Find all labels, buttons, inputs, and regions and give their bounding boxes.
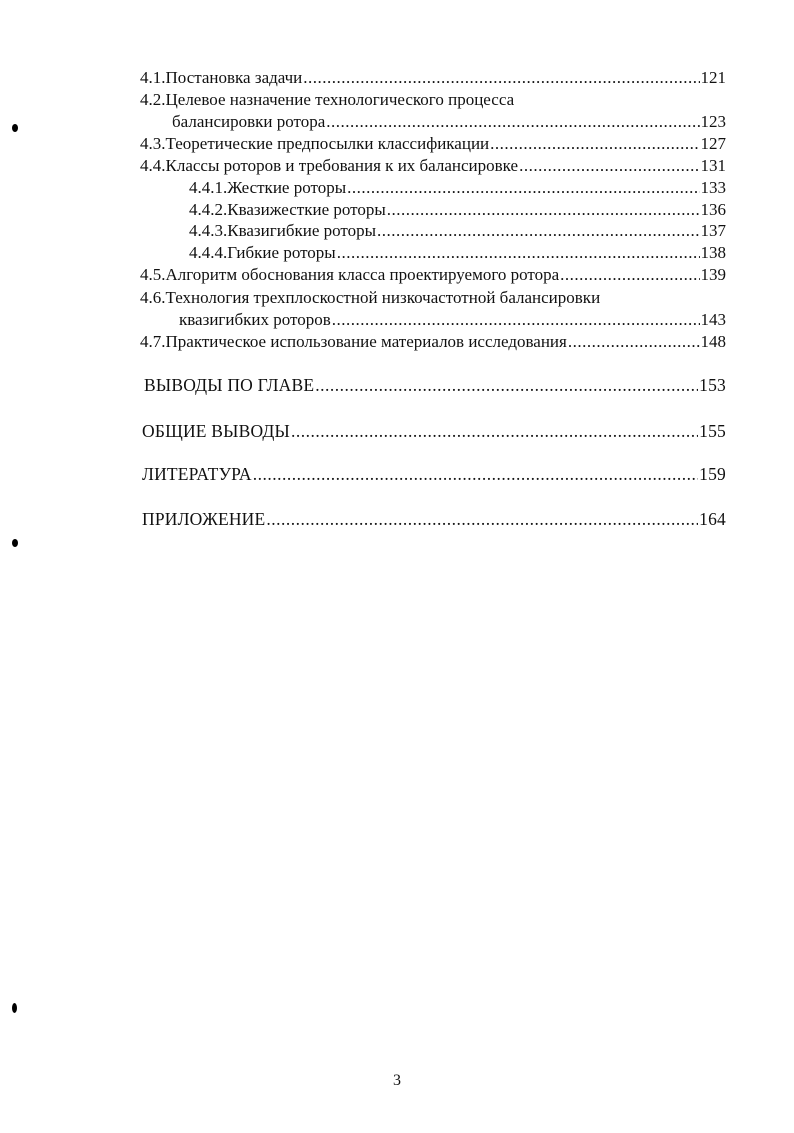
toc-entry-4-2-line1: 4.2.Целевое назначение технологического процесса [140, 90, 515, 109]
toc-entry-4-4-2 [189, 200, 726, 220]
dot-leader [347, 178, 699, 198]
toc-entry-page: 133 [700, 178, 726, 197]
toc-entry-label: 4.5.Алгоритм обоснования класса проектируемого ротора [140, 265, 560, 284]
page-number: 3 [393, 1072, 401, 1089]
toc-entry-label: 4.4.2.Квазижесткие роторы [189, 200, 386, 219]
toc-entry-label: ОБЩИЕ ВЫВОДЫ [142, 421, 291, 441]
toc-entry-label: квазигибких роторов [179, 310, 331, 329]
dot-leader [315, 375, 698, 395]
toc-entry-label: 4.4.4.Гибкие роторы [189, 243, 336, 262]
dot-leader [560, 265, 699, 285]
toc-entry-label: 4.4.3.Квазигибкие роторы [189, 221, 377, 240]
toc-entry-page: 155 [699, 421, 726, 441]
dot-leader [332, 310, 700, 330]
toc-entry-appendix [142, 509, 726, 529]
dot-leader [387, 200, 700, 220]
toc-entry-page: 153 [699, 375, 726, 395]
toc-entry-literature [142, 464, 726, 484]
toc-entry-general-conclusions [142, 421, 726, 441]
toc-entry-page: 131 [700, 156, 726, 175]
toc-entry-4-4-4 [189, 243, 726, 263]
toc-entry-page: 127 [700, 134, 726, 153]
binder-hole-mark [12, 539, 18, 547]
toc-entry-4-5 [140, 265, 726, 285]
dot-leader [568, 332, 700, 352]
toc-entry-page: 148 [700, 332, 726, 351]
dot-leader [291, 421, 698, 441]
binder-hole-mark [12, 124, 18, 132]
toc-entry-page: 136 [700, 200, 726, 219]
toc-entry-4-7 [140, 332, 726, 352]
toc-entry-4-4-1 [189, 178, 726, 198]
dot-leader [377, 221, 699, 241]
toc-entry-page: 139 [700, 265, 726, 284]
dot-leader [326, 112, 699, 132]
toc-entry-page: 121 [700, 68, 726, 87]
toc-entry-page: 159 [699, 464, 726, 484]
dot-leader [519, 156, 699, 176]
toc-entry-4-6-line1: 4.6.Технология трехплоскостной низкочастотной балансировки [140, 288, 601, 307]
toc-entry-page: 138 [700, 243, 726, 262]
toc-entry-4-1 [140, 68, 726, 88]
binder-hole-mark [12, 1003, 17, 1013]
toc-entry-label: 4.1.Постановка задачи [140, 68, 303, 87]
toc-entry-label: 4.3.Теоретические предпосылки классификации [140, 134, 490, 153]
toc-entry-label: ВЫВОДЫ ПО ГЛАВЕ [144, 375, 315, 395]
toc-entry-page: 143 [700, 310, 726, 329]
toc-entry-label: 4.4.1.Жесткие роторы [189, 178, 347, 197]
toc-entry-page: 137 [700, 221, 726, 240]
toc-entry-4-3 [140, 134, 726, 154]
toc-entry-chapter-conclusions [144, 375, 726, 395]
toc-entry-4-6 [179, 310, 726, 330]
toc-entry-page: 164 [699, 509, 726, 529]
toc-entry-label: ЛИТЕРАТУРА [142, 464, 252, 484]
toc-entry-label: балансировки ротора [172, 112, 326, 131]
toc-entry-label: 4.4.Классы роторов и требования к их балансировке [140, 156, 519, 175]
toc-entry-4-4-3 [189, 221, 726, 241]
toc-entry-label: ПРИЛОЖЕНИЕ [142, 509, 266, 529]
toc-entry-page: 123 [700, 112, 726, 131]
dot-leader [303, 68, 699, 88]
dot-leader [490, 134, 699, 154]
dot-leader [266, 509, 698, 529]
dot-leader [337, 243, 700, 263]
dot-leader [253, 464, 698, 484]
toc-entry-4-2 [172, 112, 726, 132]
toc-entry-4-4 [140, 156, 726, 176]
toc-entry-label: 4.7.Практическое использование материалов исследования [140, 332, 567, 351]
